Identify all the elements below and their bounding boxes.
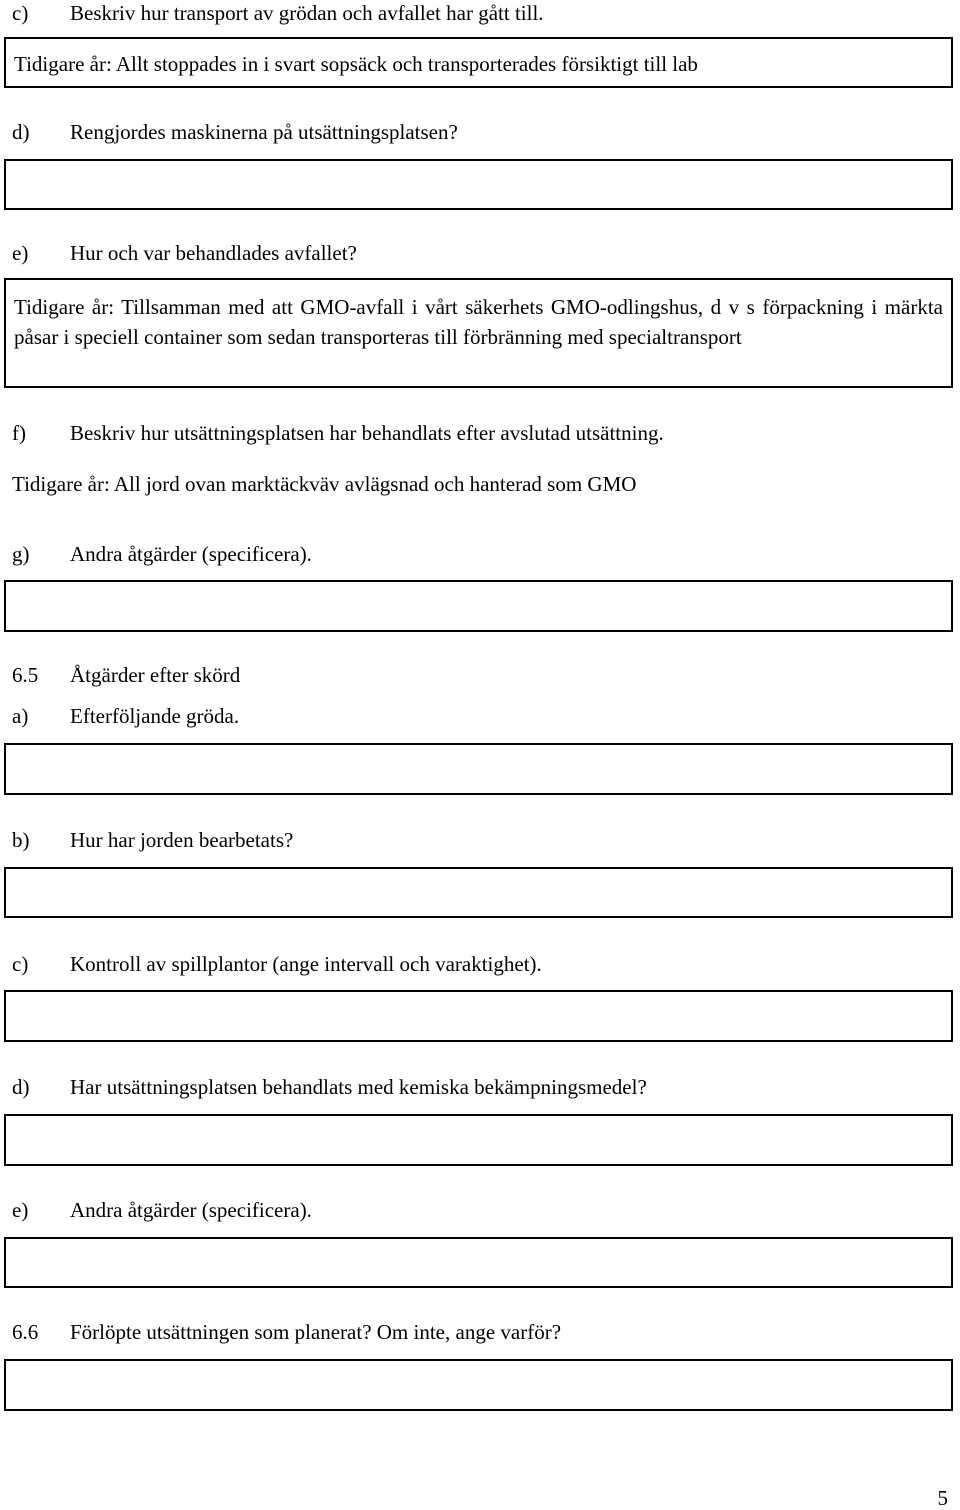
section-title: Förlöpte utsättningen som planerat? Om inte, ange varför? (70, 1320, 562, 1344)
question-text: Har utsättningsplatsen behandlats med kemiska bekämpningsmedel? (70, 1075, 647, 1099)
answer-box-6-6[interactable] (4, 1359, 953, 1411)
question-e-other-measures (12, 1198, 312, 1222)
question-g-other-measures (12, 542, 312, 566)
answer-box-c[interactable] (4, 37, 953, 88)
question-label: c) (12, 952, 29, 976)
section-number: 6.5 (12, 663, 39, 687)
question-text: Andra åtgärder (specificera). (70, 542, 312, 566)
question-f-site-treatment (12, 421, 664, 445)
question-label: b) (12, 828, 30, 852)
question-c-transport (12, 1, 544, 25)
answer-text-f: Tidigare år: All jord ovan marktäckväv avlägsnad och hanterad som GMO (12, 472, 637, 496)
question-text: Hur har jorden bearbetats? (70, 828, 294, 852)
question-label: e) (12, 1198, 29, 1222)
question-c-volunteers (12, 952, 542, 976)
answer-box-e2[interactable] (4, 1237, 953, 1288)
question-text: Hur och var behandlades avfallet? (70, 241, 357, 265)
section-number: 6.6 (12, 1320, 39, 1344)
question-b-soil (12, 828, 293, 852)
question-d-pesticides (12, 1075, 647, 1099)
question-label: g) (12, 542, 30, 566)
question-label: d) (12, 120, 30, 144)
question-d-machines (12, 120, 458, 144)
question-label: d) (12, 1075, 30, 1099)
answer-box-a[interactable] (4, 743, 953, 795)
answer-text-c: Tidigare år: Allt stoppades in i svart sopsäck och transporterades försiktigt till lab (14, 52, 698, 76)
answer-box-e[interactable] (4, 278, 953, 388)
question-text: Efterföljande gröda. (70, 704, 240, 728)
answer-box-c2[interactable] (4, 990, 953, 1042)
question-e-waste (12, 241, 357, 265)
answer-text-e: Tidigare år: Tillsamman med att GMO-avfall i vårt säkerhets GMO-odlingshus, d v s förpackning i märkta påsar i speciell container som sedan transporteras till förbränning med specialtransport (14, 295, 943, 349)
question-a-next-crop (12, 704, 239, 728)
section-heading-6-6 (12, 1320, 561, 1344)
answer-box-b[interactable] (4, 867, 953, 918)
question-text: Beskriv hur transport av grödan och avfallet har gått till. (70, 1, 544, 25)
question-text: Andra åtgärder (specificera). (70, 1198, 312, 1222)
question-text: Beskriv hur utsättningsplatsen har behandlats efter avslutad utsättning. (70, 421, 664, 445)
section-title: Åtgärder efter skörd (70, 663, 241, 687)
page-number: 5 (937, 1486, 948, 1510)
question-label: e) (12, 241, 29, 265)
answer-box-d[interactable] (4, 159, 953, 210)
answer-box-d2[interactable] (4, 1114, 953, 1166)
question-text: Kontroll av spillplantor (ange intervall och varaktighet). (70, 952, 542, 976)
question-label: a) (12, 704, 29, 728)
question-label: c) (12, 1, 29, 25)
answer-box-g[interactable] (4, 580, 953, 632)
question-label: f) (12, 421, 26, 445)
question-text: Rengjordes maskinerna på utsättningsplatsen? (70, 120, 458, 144)
section-heading-6-5 (12, 663, 240, 687)
